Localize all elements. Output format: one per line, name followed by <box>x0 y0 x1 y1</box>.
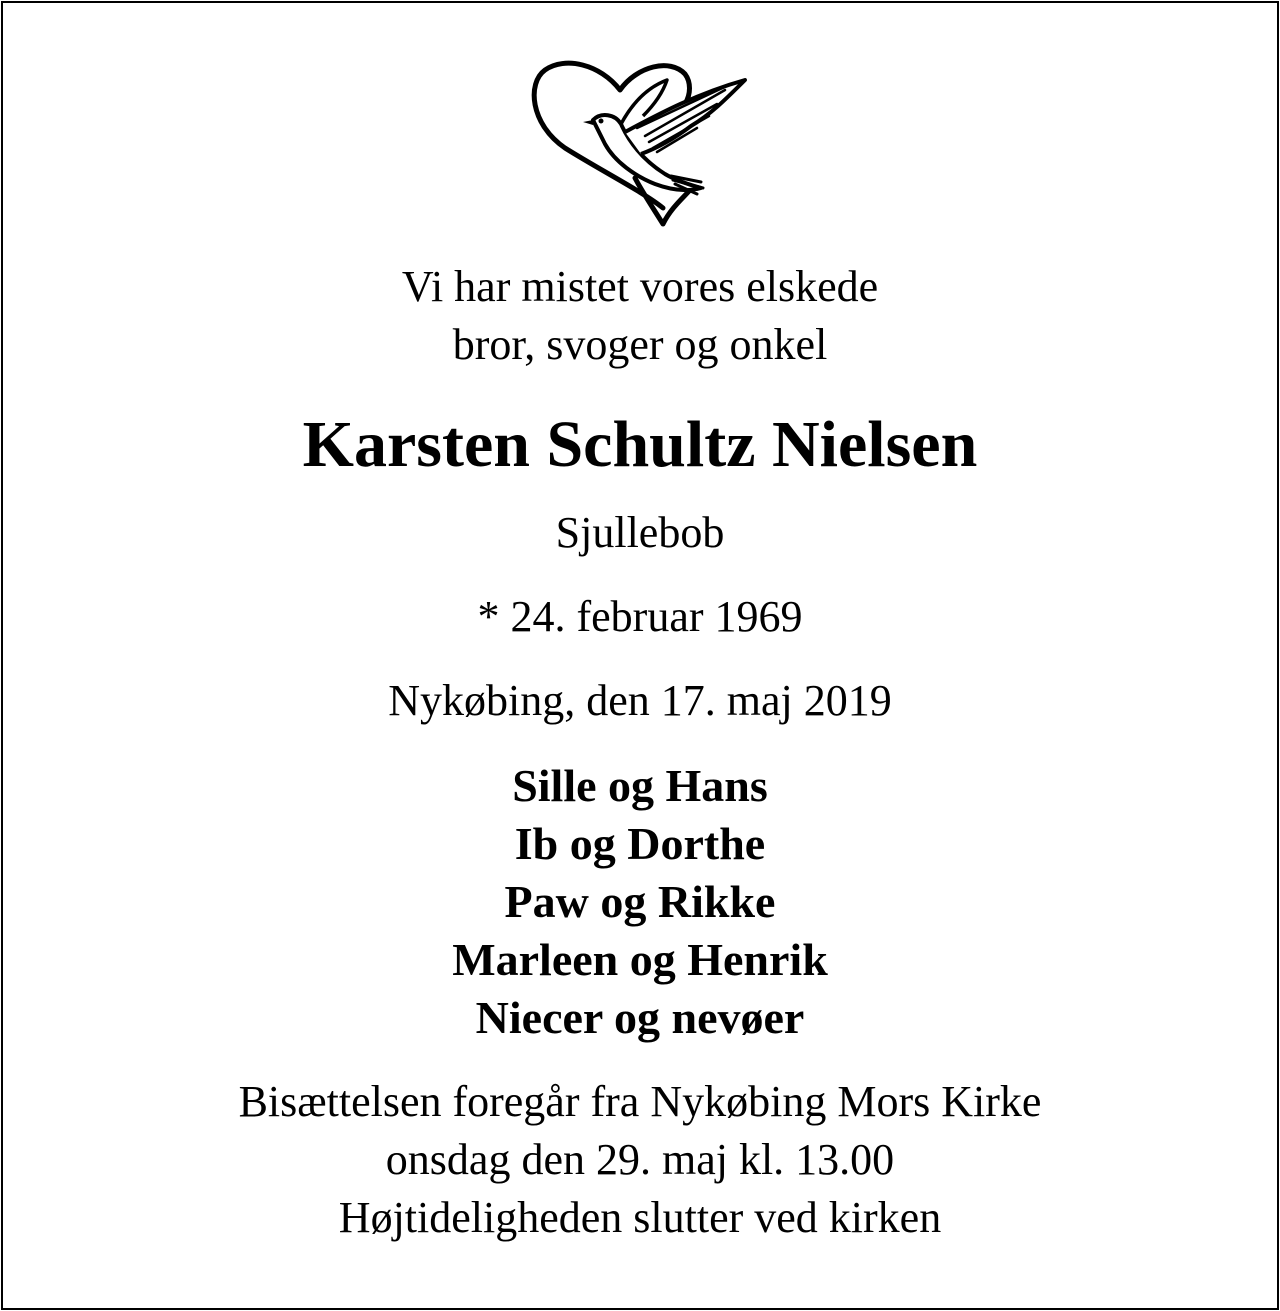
funeral-time: onsdag den 29. maj kl. 13.00 <box>385 1135 895 1184</box>
mourner-name: Sille og Hans <box>512 760 768 811</box>
mourner-name: Ib og Dorthe <box>514 818 766 869</box>
heart-with-dove-icon <box>525 58 755 230</box>
mourner-name: Marleen og Henrik <box>452 934 828 985</box>
deceased-name: Karsten Schultz Nielsen <box>302 408 978 481</box>
intro-line-2: bror, svoger og onkel <box>452 320 828 369</box>
intro-text <box>0 258 1280 374</box>
funeral-note: Højtideligheden slutter ved kirken <box>338 1193 942 1242</box>
birth-date: * 24. februar 1969 <box>477 592 803 641</box>
intro-line-1: Vi har mistet vores elskede <box>401 262 879 311</box>
funeral-location: Bisættelsen foregår fra Nykøbing Mors Kirke <box>238 1077 1042 1126</box>
deceased-nickname: Sjullebob <box>555 508 725 557</box>
death-place-date: Nykøbing, den 17. maj 2019 <box>388 676 892 725</box>
mourner-name: Niecer og nevøer <box>475 992 805 1043</box>
funeral-info <box>0 1073 1280 1247</box>
mourners-list <box>0 757 1280 1047</box>
mourner-name: Paw og Rikke <box>504 876 776 927</box>
